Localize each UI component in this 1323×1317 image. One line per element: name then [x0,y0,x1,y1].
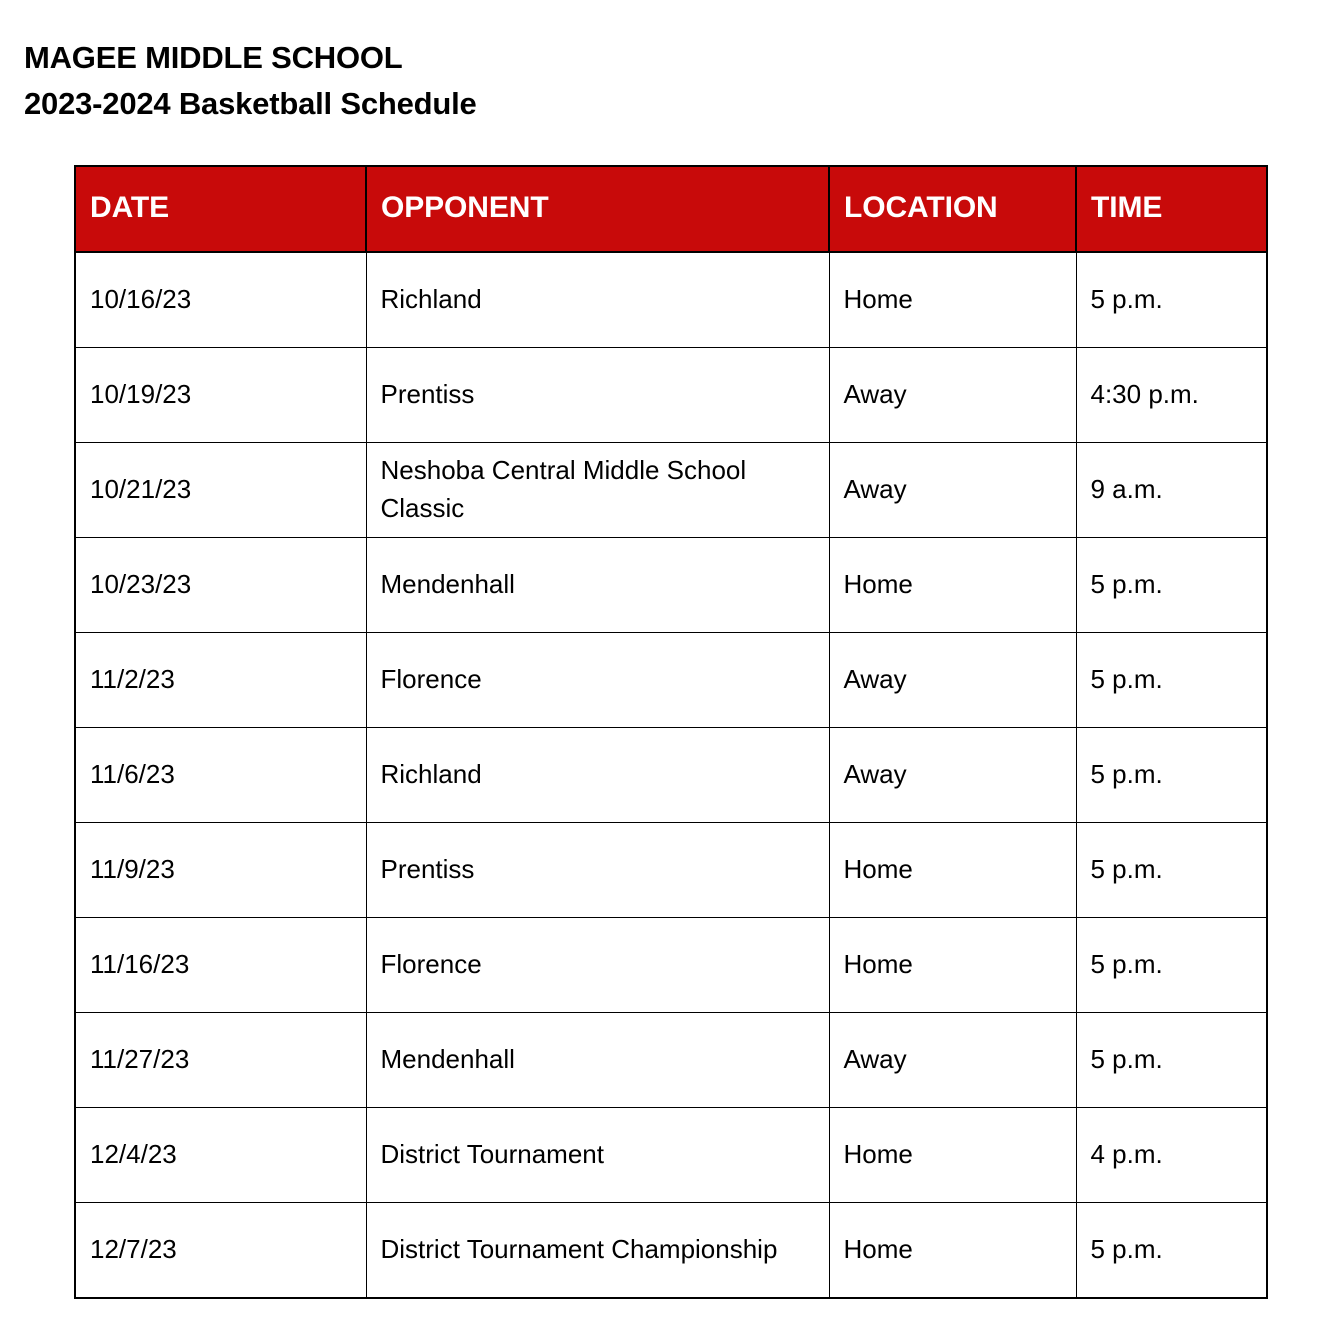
header-row [75,166,1267,252]
cell-time: 5 p.m. [1076,538,1267,633]
cell-time: 5 p.m. [1076,252,1267,348]
page-title [24,38,477,123]
table-row [75,538,1267,633]
cell-opponent: District Tournament Championship [366,1203,829,1299]
cell-opponent: Florence [366,918,829,1013]
basketball-schedule-table [74,165,1268,1299]
cell-location: Home [829,538,1076,633]
cell-opponent: Prentiss [366,823,829,918]
cell-date: 11/16/23 [75,918,366,1013]
cell-time: 5 p.m. [1076,1013,1267,1108]
cell-time: 5 p.m. [1076,1203,1267,1299]
cell-opponent: Richland [366,252,829,348]
table-row [75,348,1267,443]
cell-time: 5 p.m. [1076,633,1267,728]
column-header-date: DATE [75,166,366,252]
column-header-opponent: OPPONENT [366,166,829,252]
cell-location: Away [829,728,1076,823]
table-row [75,252,1267,348]
table-row [75,633,1267,728]
cell-date: 11/9/23 [75,823,366,918]
cell-date: 11/6/23 [75,728,366,823]
table-row [75,918,1267,1013]
cell-date: 10/23/23 [75,538,366,633]
column-header-time: TIME [1076,166,1267,252]
table-row [75,823,1267,918]
cell-time: 5 p.m. [1076,728,1267,823]
cell-opponent: Prentiss [366,348,829,443]
schedule-table-wrapper [74,165,1266,1299]
cell-time: 4:30 p.m. [1076,348,1267,443]
cell-location: Away [829,348,1076,443]
cell-date: 10/21/23 [75,443,366,538]
cell-location: Away [829,633,1076,728]
cell-opponent: Florence [366,633,829,728]
cell-time: 5 p.m. [1076,823,1267,918]
cell-location: Home [829,1203,1076,1299]
cell-time: 5 p.m. [1076,918,1267,1013]
column-header-location: LOCATION [829,166,1076,252]
table-row [75,728,1267,823]
cell-opponent: Mendenhall [366,538,829,633]
cell-date: 12/7/23 [75,1203,366,1299]
school-name: MAGEE MIDDLE SCHOOL [24,40,403,75]
table-header [75,166,1267,252]
cell-date: 11/27/23 [75,1013,366,1108]
cell-location: Home [829,1108,1076,1203]
cell-date: 10/16/23 [75,252,366,348]
cell-time: 9 a.m. [1076,443,1267,538]
cell-date: 12/4/23 [75,1108,366,1203]
cell-opponent: Neshoba Central Middle School Classic [366,443,829,538]
table-row [75,1013,1267,1108]
schedule-subtitle: 2023-2024 Basketball Schedule [24,85,477,121]
table-row [75,443,1267,538]
table-row [75,1203,1267,1299]
cell-time: 4 p.m. [1076,1108,1267,1203]
cell-location: Home [829,252,1076,348]
cell-location: Home [829,918,1076,1013]
cell-date: 10/19/23 [75,348,366,443]
cell-location: Away [829,443,1076,538]
cell-opponent: Mendenhall [366,1013,829,1108]
table-body [75,252,1267,1298]
cell-opponent: District Tournament [366,1108,829,1203]
table-row [75,1108,1267,1203]
cell-location: Away [829,1013,1076,1108]
cell-location: Home [829,823,1076,918]
cell-date: 11/2/23 [75,633,366,728]
cell-opponent: Richland [366,728,829,823]
